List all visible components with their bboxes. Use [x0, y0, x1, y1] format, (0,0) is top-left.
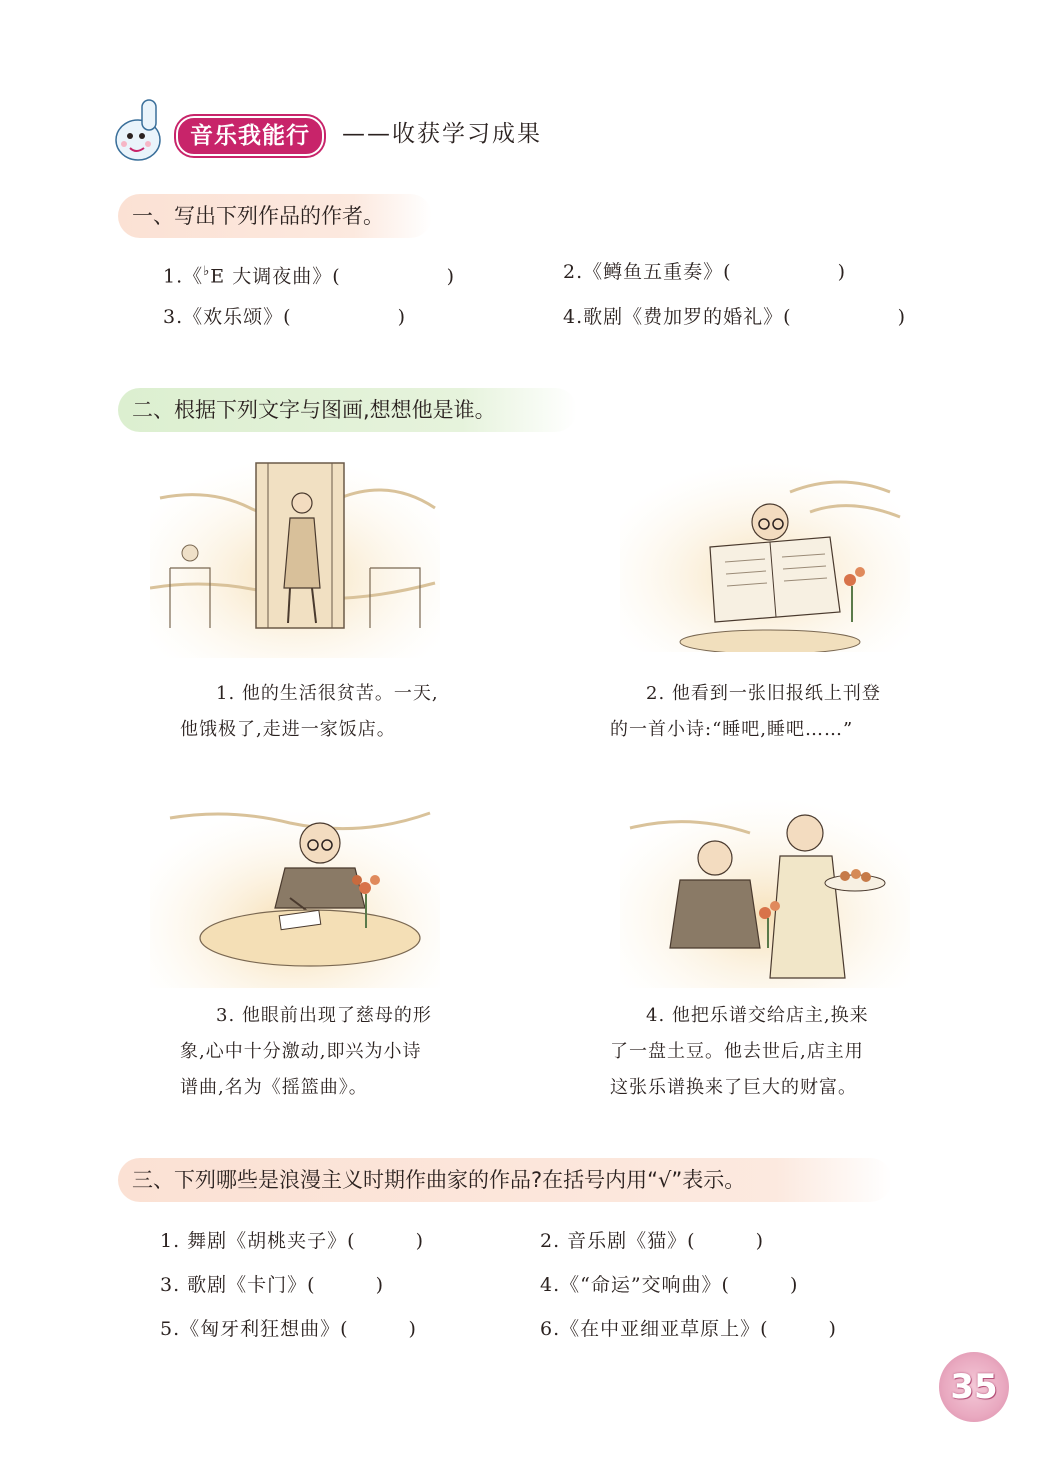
caption-1: 1. 他的生活很贫苦。一天, 他饿极了,走进一家饭店。: [180, 683, 439, 740]
question-3-4: 4.《“命运”交响曲》( ): [540, 1274, 799, 1296]
caption-3: 3. 他眼前出现了慈母的形 象,心中十分激动,即兴为小诗 谱曲,名为《摇篮曲》。: [180, 1005, 432, 1098]
section-title-badge: 音乐我能行: [176, 116, 324, 156]
question-3-2: 2. 音乐剧《猫》( ): [540, 1230, 765, 1252]
section-header: [108, 90, 608, 170]
question-3-5: 5.《匈牙利狂想曲》( ): [160, 1318, 417, 1340]
section-1-heading: 一、写出下列作品的作者。: [118, 194, 432, 238]
question-3-3: 3. 歌剧《卡门》( ): [160, 1274, 385, 1296]
question-1-3: 3.《欢乐颂》( ): [163, 306, 406, 328]
flat-symbol: ♭: [203, 264, 211, 279]
question-3-6: 6.《在中亚细亚草原上》( ): [540, 1318, 837, 1340]
section-2-heading: 二、根据下列文字与图画,想想他是谁。: [118, 388, 577, 432]
illustration-reading-newspaper: [620, 462, 910, 652]
question-1-2: 2.《鳟鱼五重奏》( ): [563, 261, 846, 283]
question-1-1: 1.《♭E 大调夜曲》( ): [163, 264, 456, 288]
illustration-restaurant-entrance: [150, 458, 440, 658]
caption-2: 2. 他看到一张旧报纸上刊登 的一首小诗:“睡吧,睡吧……”: [610, 683, 881, 740]
page-number: 35: [939, 1352, 1009, 1422]
caption-4: 4. 他把乐谱交给店主,换来 了一盘土豆。他去世后,店主用 这张乐谱换来了巨大的财富。: [610, 1005, 869, 1098]
illustration-composing-lullaby: [150, 788, 440, 988]
question-1-4: 4.歌剧《费加罗的婚礼》( ): [563, 306, 906, 328]
section-subtitle: ——收获学习成果: [342, 121, 542, 147]
thumbs-up-mascot-icon: [108, 90, 178, 170]
question-3-1: 1. 舞剧《胡桃夹子》( ): [160, 1230, 425, 1252]
section-3-heading: 三、下列哪些是浪漫主义时期作曲家的作品?在括号内用“√”表示。: [118, 1158, 892, 1202]
illustration-trading-score: [620, 788, 910, 988]
